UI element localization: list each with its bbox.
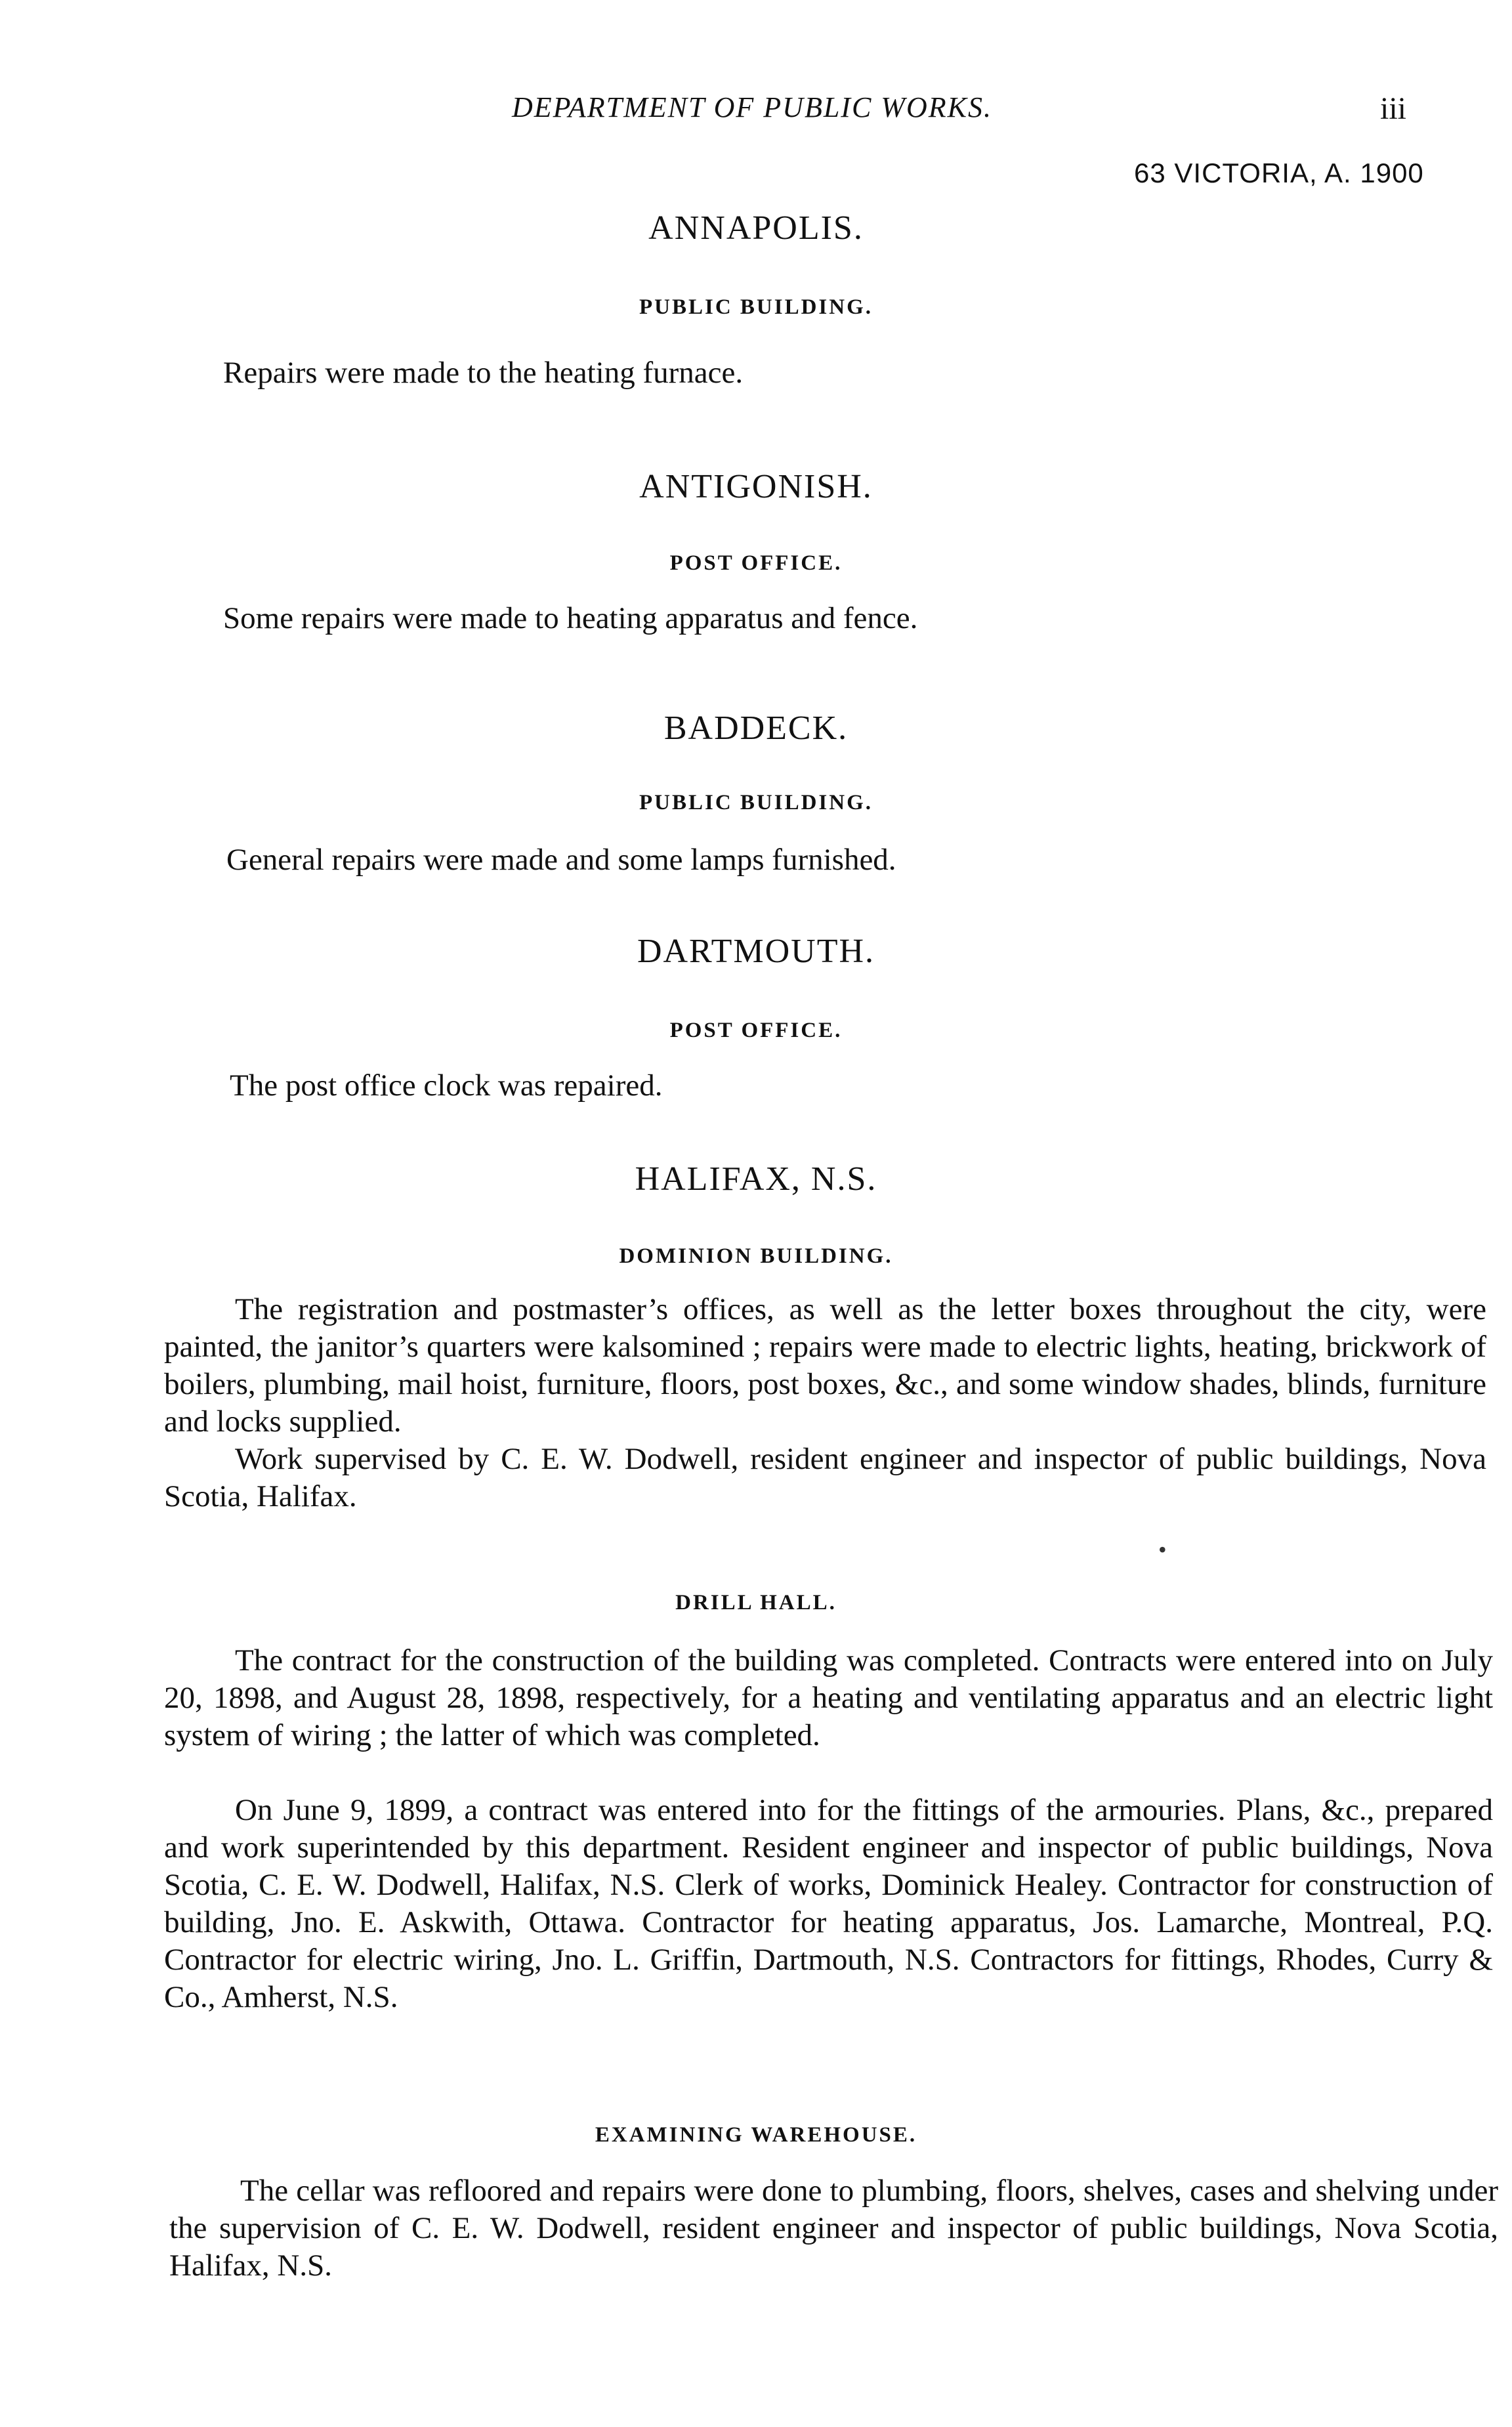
paragraph-dartmouth: The post office clock was repaired. <box>230 1068 663 1103</box>
paragraph-baddeck: General repairs were made and some lamps furnished. <box>226 843 896 877</box>
building-heading-antigonish: POST OFFICE. <box>669 551 843 575</box>
place-heading-halifax: HALIFAX, N.S. <box>635 1160 877 1198</box>
building-heading-annapolis: PUBLIC BUILDING. <box>639 295 873 319</box>
paragraph-antigonish: Some repairs were made to heating apparatus and fence. <box>223 601 918 635</box>
building-heading-dominion: DOMINION BUILDING. <box>619 1244 893 1268</box>
paragraph-annapolis: Repairs were made to the heating furnace. <box>223 356 744 390</box>
running-title: DEPARTMENT OF PUBLIC WORKS. <box>512 91 992 123</box>
session-stamp: 63 VICTORIA, A. 1900 <box>1134 158 1424 188</box>
place-heading-baddeck: BADDECK. <box>663 709 849 747</box>
print-speck: • <box>1158 1536 1167 1563</box>
building-heading-drill-hall: DRILL HALL. <box>675 1591 837 1614</box>
page-number: iii <box>1380 91 1407 126</box>
place-heading-dartmouth: DARTMOUTH. <box>637 933 875 970</box>
building-heading-dartmouth: POST OFFICE. <box>669 1019 843 1042</box>
building-heading-baddeck: PUBLIC BUILDING. <box>639 791 873 814</box>
building-heading-examining-warehouse: EXAMINING WAREHOUSE. <box>595 2123 917 2147</box>
paragraph-drill-hall-2: On June 9, 1899, a contract was entered into for the fittings of the armouries. Plans, &c., prepared and work superintended by this department. Resident engineer and inspector of public buildings, Nova Scotia, C. E. W. Dodwell, Halifax, N.S. Clerk of works, Dominick Healey. Contractor for construction of building, Jno. E. Askwith, Ottawa. Contractor for heating apparatus, Jos. Lamarche, Montreal, P.Q. Contractor for electric wiring, Jno. L. Griffin, Dartmouth, N.S. Contractors for fittings, Rhodes, Curry & Co., Amherst, N.S. <box>164 1793 1493 2014</box>
place-heading-annapolis: ANNAPOLIS. <box>648 209 864 247</box>
paragraph-dominion-1: The registration and postmaster’s offices, as well as the letter boxes throughout the city, were painted, the janitor’s quarters were kalsomined ; repairs were made to electric lights, heating, brickwork of boilers, plumbing, mail hoist, furniture, floors, post boxes, &c., and some window shades, blinds, furniture and locks supplied. <box>164 1292 1486 1439</box>
paragraph-examining-warehouse: The cellar was refloored and repairs were done to plumbing, floors, shelves, cases and shelving under the supervision of C. E. W. Dodwell, resident engineer and inspector of public buildings, Nova Scotia, Halifax, N.S. <box>169 2174 1498 2283</box>
paragraph-drill-hall-1: The contract for the construction of the building was completed. Contracts were entered into on July 20, 1898, and August 28, 1898, respectively, for a heating and ventilating apparatus and an electric light system of wiring ; the latter of which was completed. <box>164 1643 1493 1752</box>
place-heading-antigonish: ANTIGONISH. <box>639 468 873 505</box>
paragraph-dominion-2: Work supervised by C. E. W. Dodwell, resident engineer and inspector of public buildings, Nova Scotia, Halifax. <box>164 1442 1486 1513</box>
